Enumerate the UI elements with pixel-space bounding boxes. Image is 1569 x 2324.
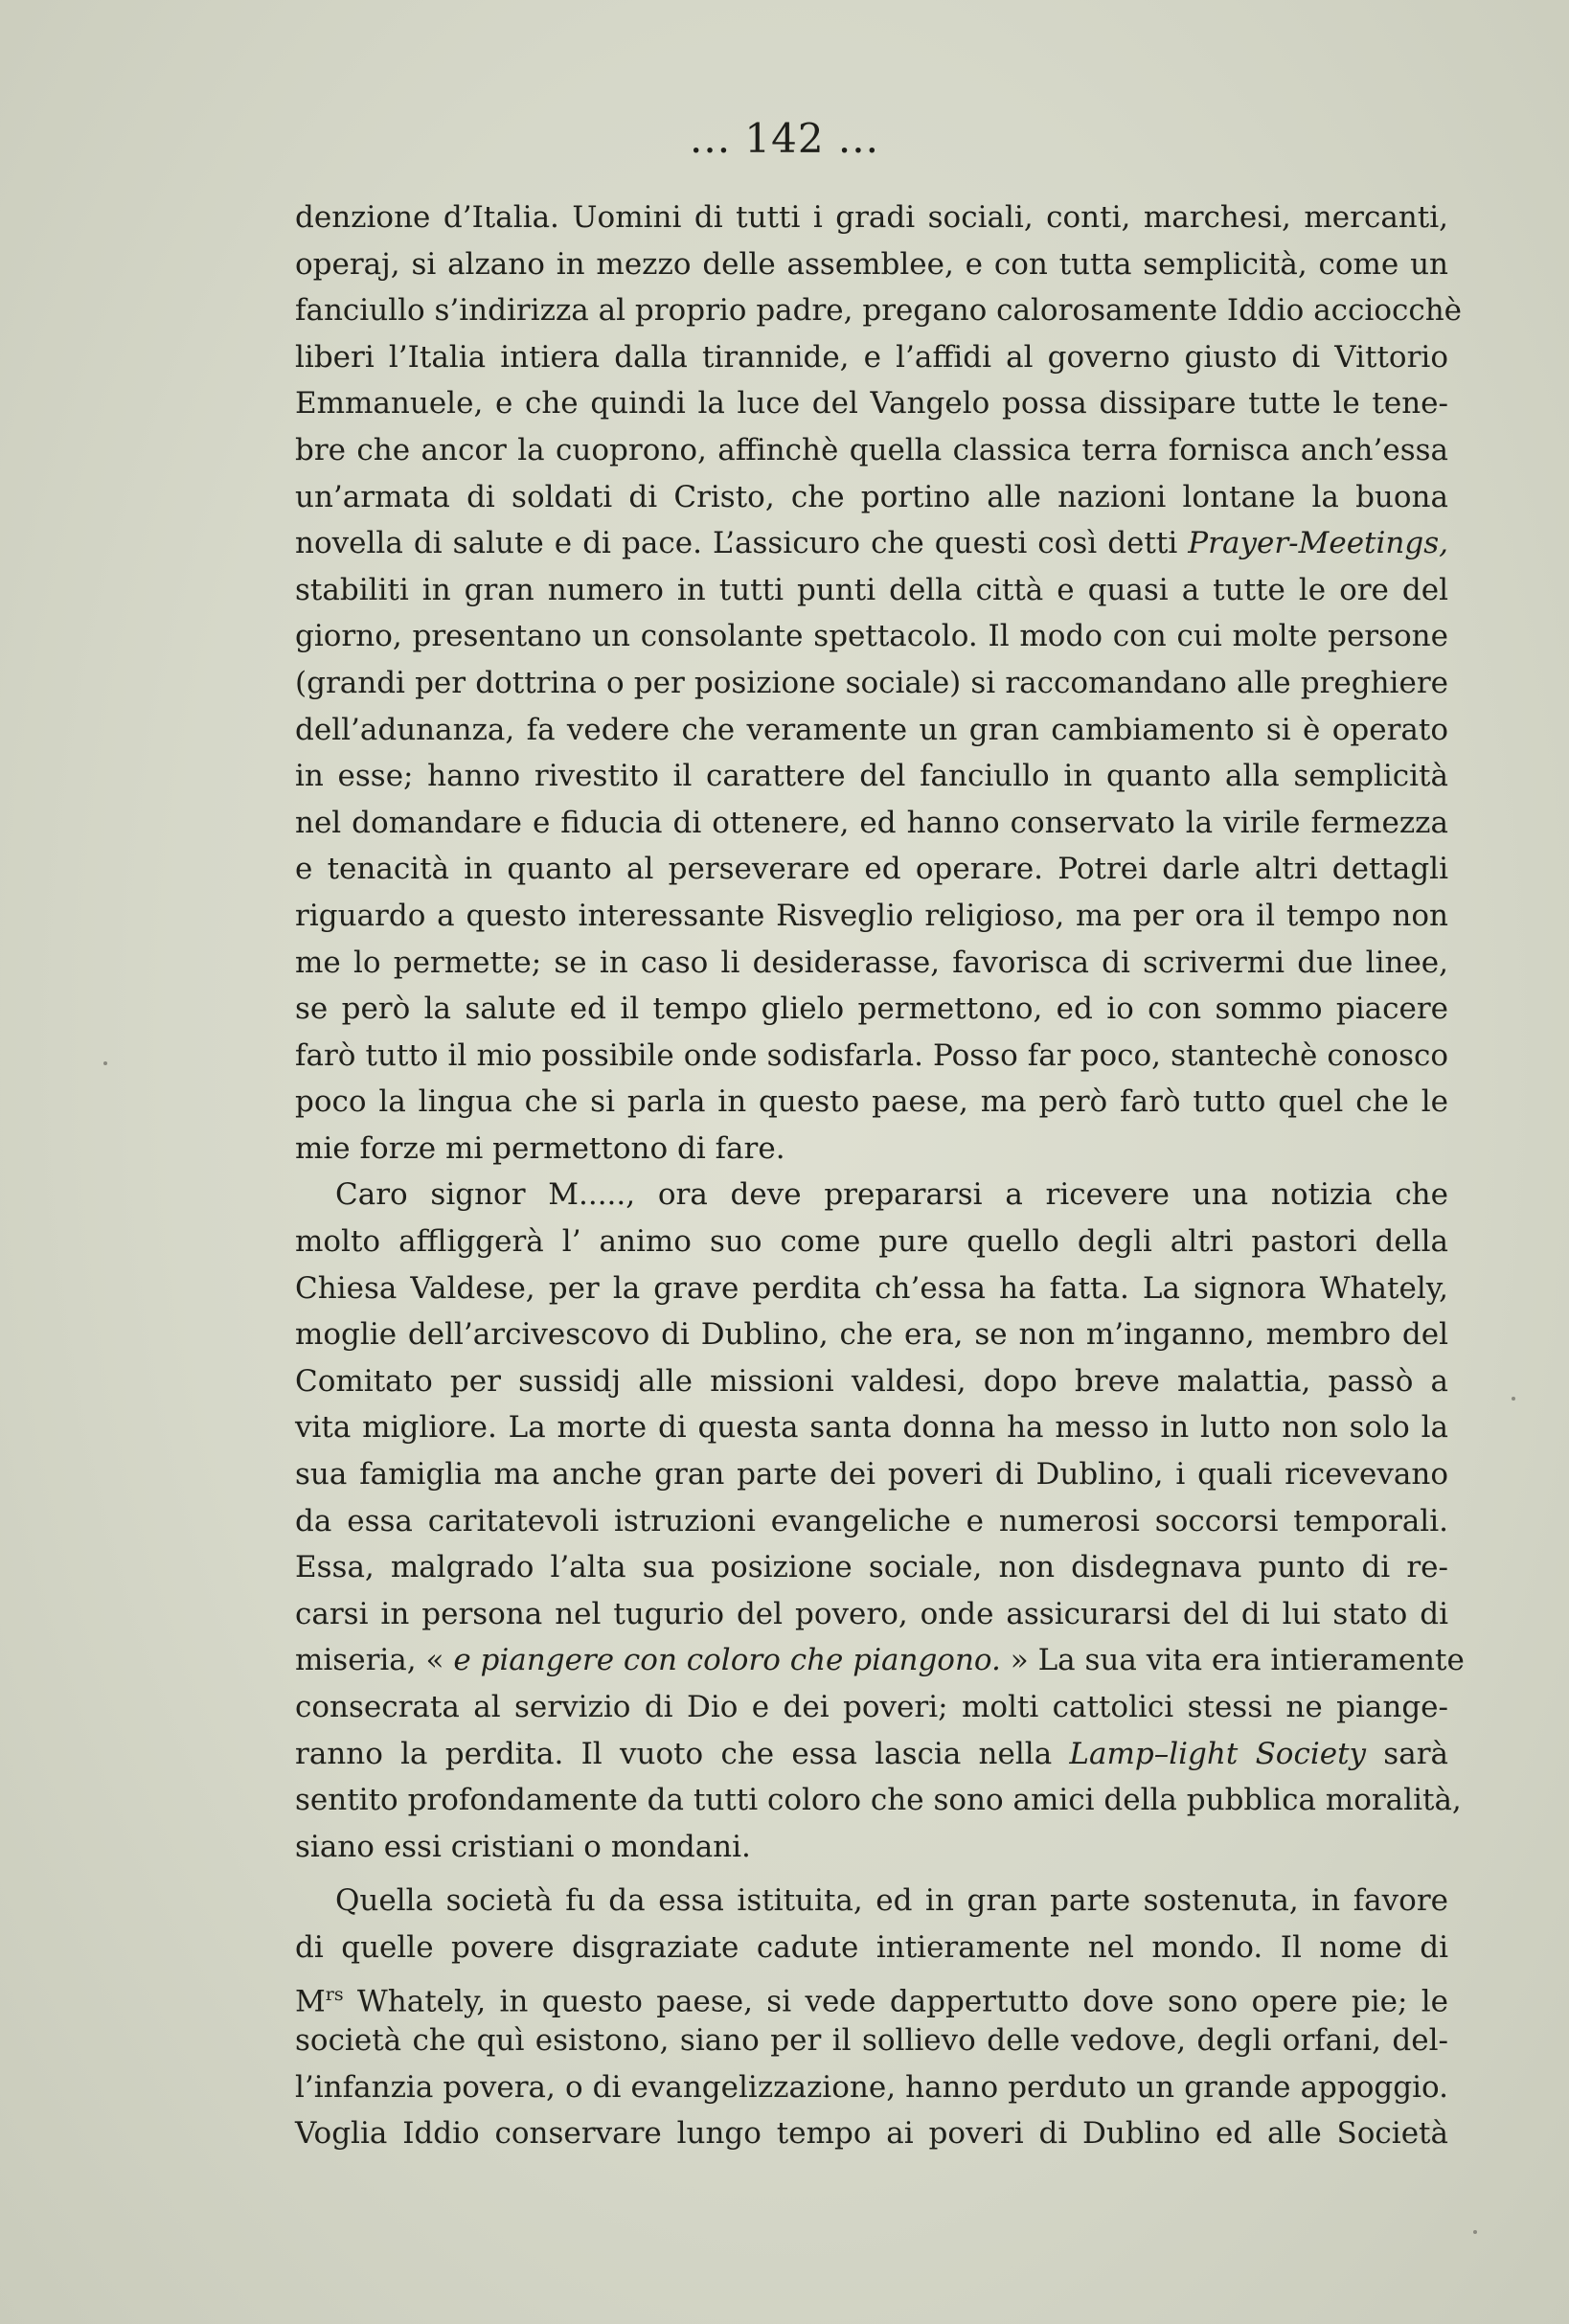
italic-society-name: Lamp–light Society [1069,1736,1367,1771]
text-line: vita migliore. La morte di questa santa donna ha messo in lutto non solo la [295,1410,1448,1446]
text-line [295,1971,1448,2018]
text-line: Quella società fu da essa istituita, ed in gran parte sostenuta, in favore [335,1883,1448,1919]
text-line: Voglia Iddio conservare lungo tempo ai poveri di Dublino ed alle Società [295,2116,1448,2152]
body-text [295,194,1465,2157]
text-fragment: sarà [1366,1736,1448,1771]
superscript: rs [325,1983,344,2005]
text-line: Caro signor M....., ora deve prepararsi a ricevere una notizia che [335,1177,1448,1213]
text-line: stabiliti in gran numero in tutti punti della città e quasi a tutte le ore del [295,572,1448,607]
text-line: di quelle povere disgraziate cadute intieramente nel mondo. Il nome di [295,1929,1448,1965]
text-fragment: miseria, « [295,1643,454,1678]
text-line: siano essi cristiani o mondani. [295,1829,751,1864]
italic-quote: e piangere con coloro che piangono. [453,1643,1001,1678]
text-line [295,1731,1448,1778]
text-line: riguardo a questo interessante Risveglio religioso, ma per ora il tempo non [295,898,1448,933]
text-line: sua famiglia ma anche gran parte dei poveri di Dublino, i quali ricevevano [295,1457,1448,1492]
text-line: denzione d’Italia. Uomini di tutti i gradi sociali, conti, marchesi, mercanti, [295,200,1448,235]
text-line: da essa caritatevoli istruzioni evangeliche e numerosi soccorsi temporali. [295,1503,1448,1538]
text-line: farò tutto il mio possibile onde sodisfarla. Posso far poco, stantechè conosco [295,1037,1448,1073]
text-line: dell’adunanza, fa vedere che veramente un gran cambiamento si è operato [295,712,1448,747]
text-line: sentito profondamente da tutti coloro che sono amici della pubblica moralità, [295,1783,1462,1818]
paper-speck [1512,1397,1515,1401]
text-line: liberi l’Italia intiera dalla tirannide, e l’affidi al governo giusto di Vittorio [295,339,1448,375]
text-line: in esse; hanno rivestito il carattere del fanciullo in quanto alla semplicità [295,759,1448,794]
text-line: società che quì esistono, siano per il sollievo delle vedove, degli orfani, del- [295,2023,1448,2059]
text-fragment: » La sua vita era intieramente [1000,1643,1465,1678]
page-number: ... 142 ... [690,115,879,162]
text-line: Essa, malgrado l’alta sua posizione sociale, non disdegnava punto di re- [295,1550,1448,1585]
text-line: l’infanzia povera, o di evangelizzazione, hanno perduto un grande appoggio. [295,2069,1448,2105]
italic-phrase: Prayer-Meetings, [1188,526,1448,561]
text-line: moglie dell’arcivescovo di Dublino, che era, se non m’inganno, membro del [295,1317,1448,1353]
text-line: poco la lingua che si parla in questo paese, ma però farò tutto quel che le [295,1084,1448,1120]
text-line: un’armata di soldati di Cristo, che portino alle nazioni lontane la buona [295,479,1448,514]
text-line: e tenacità in quanto al perseverare ed operare. Potrei darle altri dettagli [295,852,1448,887]
paper-speck [1473,2230,1477,2234]
text-line: consecrata al servizio di Dio e dei poveri; molti cattolici stessi ne piange- [295,1690,1448,1724]
text-fragment: M [295,1983,326,2018]
text-line: fanciullo s’indirizza al proprio padre, pregano calorosamente Iddio acciocchè [295,293,1463,329]
text-line: Comitato per sussidj alle missioni valdesi, dopo breve malattia, passò a [295,1363,1448,1399]
text-line: (grandi per dottrina o per posizione sociale) si raccomandano alle preghiere [295,665,1448,700]
text-line: carsi in persona nel tugurio del povero, onde assicurarsi del di lui stato di [295,1596,1448,1631]
paragraph-gap [295,1870,1448,1878]
text-fragment: novella di salute e di pace. L’assicuro che questi così detti [295,526,1189,561]
text-fragment: Whately, in questo paese, si vede dappertutto dove sono opere pie; le [343,1983,1448,2018]
text-line: mie forze mi permettono di fare. [295,1130,785,1166]
paper-speck [103,1061,107,1065]
text-line: Chiesa Valdese, per la grave perdita ch’essa ha fatta. La signora Whately, [295,1270,1448,1306]
text-line [295,1637,1465,1684]
text-line: operaj, si alzano in mezzo delle assemblee, e con tutta semplicità, come un [295,246,1448,282]
text-line: se però la salute ed il tempo glielo permettono, ed io con sommo piacere [295,991,1448,1027]
text-line [295,520,1448,567]
text-line: bre che ancor la cuoprono, affinchè quella classica terra fornisca anch’essa [295,432,1448,467]
text-fragment: ranno la perdita. Il vuoto che essa lascia nella [295,1736,1070,1771]
text-line: giorno, presentano un consolante spettacolo. Il modo con cui molte persone [295,619,1448,654]
text-line: Emmanuele, e che quindi la luce del Vangelo possa dissipare tutte le tene- [295,386,1448,422]
text-line: nel domandare e fiducia di ottenere, ed hanno conservato la virile fermezza [295,805,1448,840]
text-line: me lo permette; se in caso li desiderasse, favorisca di scrivermi due linee, [295,945,1448,980]
text-line: molto affliggerà l’ animo suo come pure quello degli altri pastori della [295,1224,1448,1260]
